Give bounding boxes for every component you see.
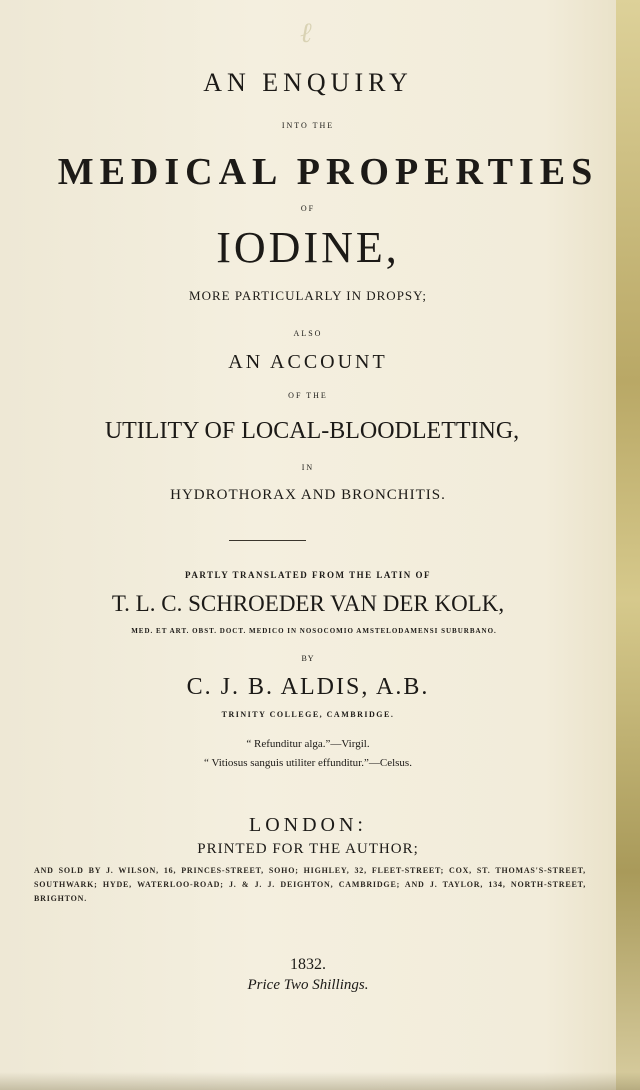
- subtitle-hydrothorax: HYDROTHORAX AND BRONCHITIS.: [170, 487, 446, 503]
- subtitle-an-account: AN ACCOUNT: [228, 351, 388, 373]
- title-line-medical-properties: MEDICAL PROPERTIES: [57, 151, 599, 193]
- epigraph-virgil: “ Refunditur alga.”—Virgil.: [246, 738, 370, 750]
- by-line: BY: [301, 654, 315, 663]
- publication-place: LONDON:: [249, 814, 367, 836]
- page-shadow: [0, 1072, 640, 1090]
- subtitle-also: ALSO: [293, 329, 323, 338]
- subtitle-in: IN: [301, 463, 315, 472]
- publication-year: 1832.: [290, 956, 326, 973]
- pencil-mark: ℓ: [300, 18, 312, 49]
- title-line-iodine: IODINE,: [216, 223, 400, 272]
- imprint-sellers: AND SOLD BY J. WILSON, 16, PRINCES-STREET, SOHO; HIGHLEY, 32, FLEET-STREET; COX, ST. THOMAS'S-STREET, SOUTHWARK; HYDE, WATERLOO-ROAD; J. & J. J. DEIGHTON, CAMBRIDGE; AND J. TAYLOR, 134, NORTH-STREET, BRIGHTON.: [34, 866, 586, 903]
- price-line: Price Two Shillings.: [247, 977, 369, 993]
- title-line-into-the: INTO THE: [281, 121, 335, 130]
- divider-rule: [229, 540, 306, 541]
- translation-note: PARTLY TRANSLATED FROM THE LATIN OF: [185, 570, 431, 580]
- author-credentials: MED. ET ART. OBST. DOCT. MEDICO IN NOSOCOMIO AMSTELODAMENSI SUBURBANO.: [131, 627, 497, 635]
- epigraph-celsus: “ Vitiosus sanguis utiliter effunditur.”—Celsus.: [204, 757, 412, 769]
- title-line-enquiry: AN ENQUIRY: [203, 68, 413, 97]
- title-line-of: OF: [300, 204, 316, 213]
- subtitle-utility: UTILITY OF LOCAL-BLOODLETTING,: [104, 418, 520, 444]
- author-college: TRINITY COLLEGE, CAMBRIDGE.: [221, 710, 395, 719]
- author-name: C. J. B. ALDIS, A.B.: [186, 674, 430, 700]
- original-author: T. L. C. SCHROEDER VAN DER KOLK,: [111, 591, 505, 616]
- subtitle-of-the: OF THE: [288, 391, 328, 400]
- printed-for: PRINTED FOR THE AUTHOR;: [197, 841, 419, 857]
- subtitle-dropsy: MORE PARTICULARLY IN DROPSY;: [189, 288, 427, 303]
